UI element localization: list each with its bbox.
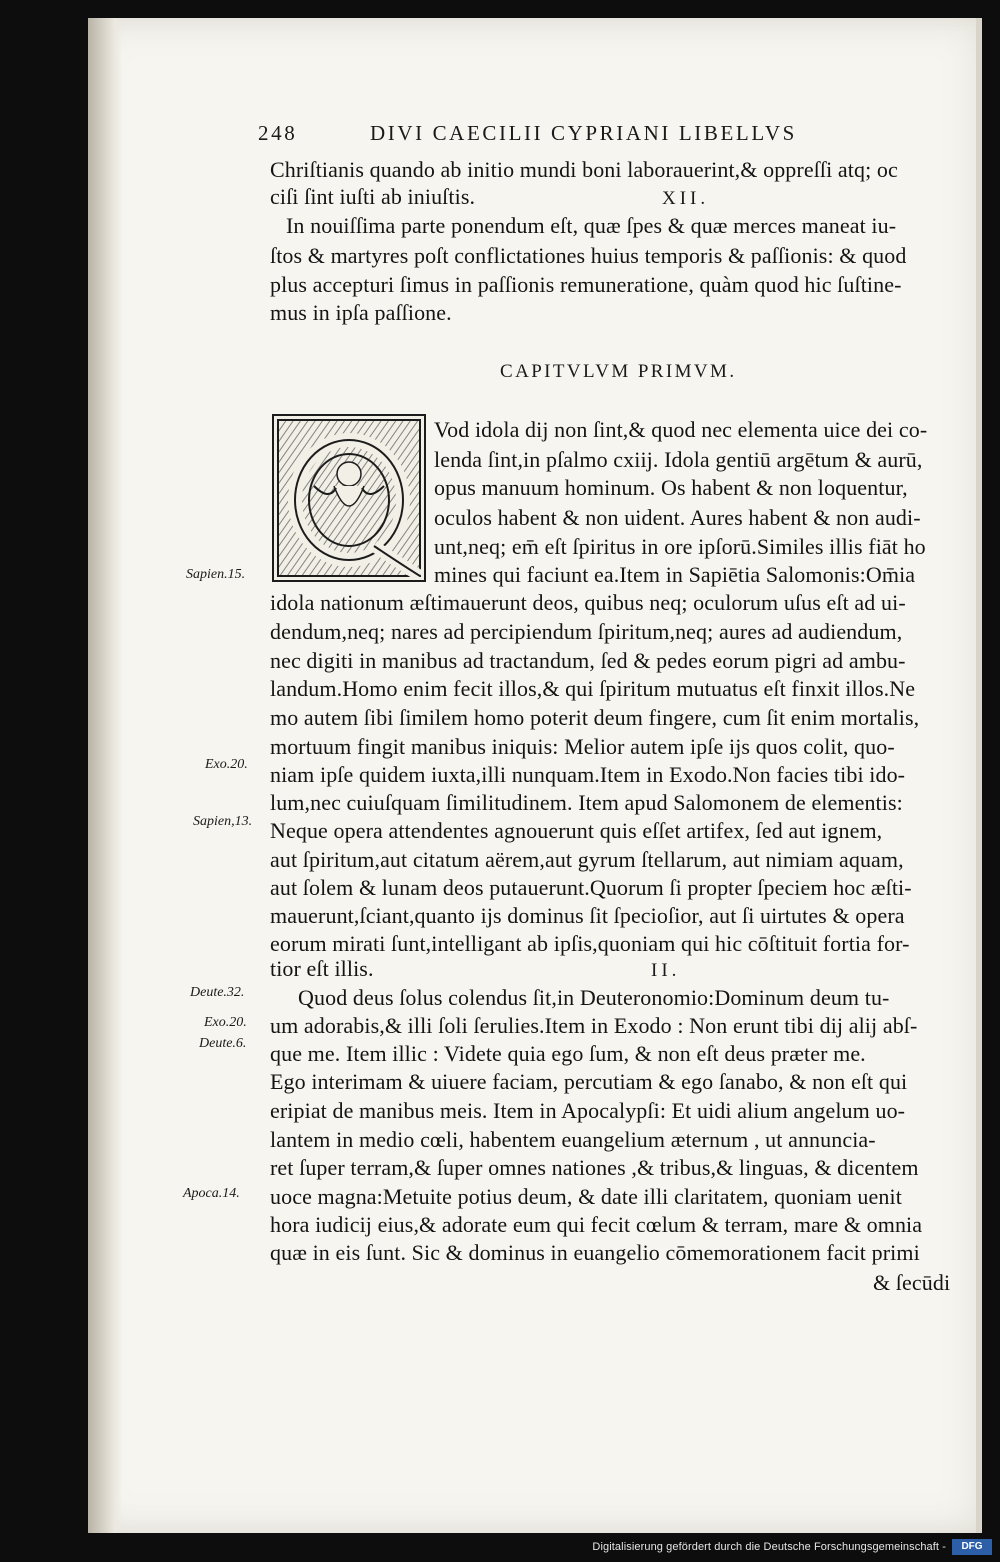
text-line: Ego interimam & uiuere faciam, percutiam & ego ſanabo, & non eſt qui: [270, 1069, 908, 1094]
text-line: lum,nec cuiuſquam ſimilitudinem. Item apud Salomonem de elementis:: [270, 790, 903, 815]
text-line: um adorabis,& illi ſoli ſerulies.Item in Exodo : Non erunt tibi dij alij abſ-: [270, 1013, 918, 1038]
text-line: mines qui faciunt ea.Item in Sapiētia Salomonis:Om̄ia: [434, 562, 916, 587]
page-gutter-shadow: [88, 18, 122, 1533]
text-line: aut ſolem & lunam deos putauerunt.Quorum ſi propter ſpeciem hoc æſti-: [270, 875, 912, 900]
decorated-initial-image: [272, 414, 426, 582]
text-line: oculos habent & non uident. Aures habent & non audi-: [434, 505, 921, 530]
text-line: dendum,neq; nares ad percipiendum ſpiritum,neq; aures ad audiendum,: [270, 619, 903, 644]
text-line: idola nationum æſtimauerunt deos, quibus neq; oculorum uſus eſt ad ui-: [270, 590, 906, 615]
text-line: ret ſuper terram,& ſuper omnes nationes ,& tribus,& linguas, & dicentem: [270, 1155, 919, 1180]
text-line: lenda ſint,in pſalmo cxiij. Idola gentiū argētum & aurū,: [434, 447, 923, 472]
dfg-logo: DFG: [952, 1539, 992, 1555]
text-line: Neque opera attendentes agnouerunt quis eſſet artifex, ſed aut ignem,: [270, 818, 883, 843]
text-line: hora iudicij eius,& adorate eum qui fecit cœlum & terram, mare & omnia: [270, 1212, 923, 1237]
funding-credit: Digitalisierung gefördert durch die Deutsche Forschungsgemeinschaft -: [592, 1541, 946, 1553]
running-title: DIVI CAECILII CYPRIANI LIBELLVS: [370, 121, 797, 145]
margin-note: Deute.32.: [190, 985, 245, 1000]
text-line: Quod deus ſolus colendus ſit,in Deuteronomio:Dominum deum tu-: [298, 985, 890, 1010]
text-line: quæ in eis ſunt. Sic & dominus in euangelio cōmemorationem facit primi: [270, 1240, 920, 1265]
text-line: que me. Item illic : Videte quia ego ſum, & non eſt deus præter me.: [270, 1041, 866, 1066]
text-line: eripiat de manibus meis. Item in Apocalypſi: Et uidi alium angelum uo-: [270, 1098, 906, 1123]
section-number: XII.: [662, 188, 710, 209]
section-number: II.: [651, 960, 681, 981]
text-line: ſtos & martyres poſt conflictationes huius temporis & paſſionis: & quod: [270, 243, 907, 268]
catchword: & ſecūdi: [873, 1270, 951, 1295]
text-line: tior eſt illis.: [270, 956, 374, 981]
margin-note: Sapien.15.: [186, 567, 246, 582]
initial-q-ornament: [274, 416, 424, 580]
text-line: uoce magna:Metuite potius deum, & date illi claritatem, quoniam uenit: [270, 1184, 902, 1209]
text-line: mauerunt,ſciant,quanto ijs dominus ſit ſpecioſior, aut ſi uirtutes & opera: [270, 903, 905, 928]
text-line: In nouiſſima parte ponendum eſt, quæ ſpes & quæ merces maneat iu-: [286, 213, 897, 238]
margin-note: Deute.6.: [199, 1036, 247, 1051]
text-line: mortuum fingit manibus iniquis: Melior autem ipſe ijs quos colit, quo-: [270, 734, 895, 759]
text-line: aut ſpiritum,aut citatum aërem,aut gyrum ſtellarum, aut nimiam aquam,: [270, 847, 904, 872]
text-line: opus manuum hominum. Os habent & non loquentur,: [434, 475, 908, 500]
text-line: nec digiti in manibus ad tractandum, ſed & pedes eorum pigri ad ambu-: [270, 648, 906, 673]
chapter-title: CAPITVLVM PRIMVM.: [500, 361, 737, 382]
text-line: lantem in medio cœli, habentem euangelium æternum , ut annuncia-: [270, 1127, 876, 1152]
margin-note: Exo.20.: [205, 757, 248, 772]
text-line: Chriſtianis quando ab initio mundi boni laborauerint,& oppreſſi atq; oc: [270, 157, 898, 182]
text-line: mus in ipſa paſſione.: [270, 300, 452, 325]
text-line: landum.Homo enim fecit illos,& qui ſpiritum mutuatus eſt finxit illos.Ne: [270, 676, 916, 701]
text-line: eorum mirati ſunt,intelligant ab ipſis,quoniam qui hic cōſtituit fortia for-: [270, 931, 910, 956]
text-line: plus accepturi ſimus in paſſionis remuneratione, quàm quod hic ſuſtine-: [270, 272, 902, 297]
text-line: Vod idola dij non ſint,& quod nec elementa uice dei co-: [434, 417, 928, 442]
text-line: unt,neq; em̄ eſt ſpiritus in ore ipſorū.Similes illis fiāt ho: [434, 534, 926, 559]
margin-note: Sapien,13.: [193, 814, 253, 829]
text-line: niam ipſe quidem iuxta,illi nunquam.Item in Exodo.Non facies tibi ido-: [270, 762, 906, 787]
margin-note: Apoca.14.: [183, 1186, 240, 1201]
text-line: ciſi ſint iuſti ab iniuſtis.: [270, 184, 476, 209]
digitization-footer: [0, 1533, 1000, 1562]
page-edge: [976, 18, 982, 1533]
margin-note: Exo.20.: [204, 1015, 247, 1030]
page-number: 248: [258, 121, 298, 145]
text-line: mo autem ſibi ſimilem homo poterit deum fingere, cum ſit enim mortalis,: [270, 705, 920, 730]
